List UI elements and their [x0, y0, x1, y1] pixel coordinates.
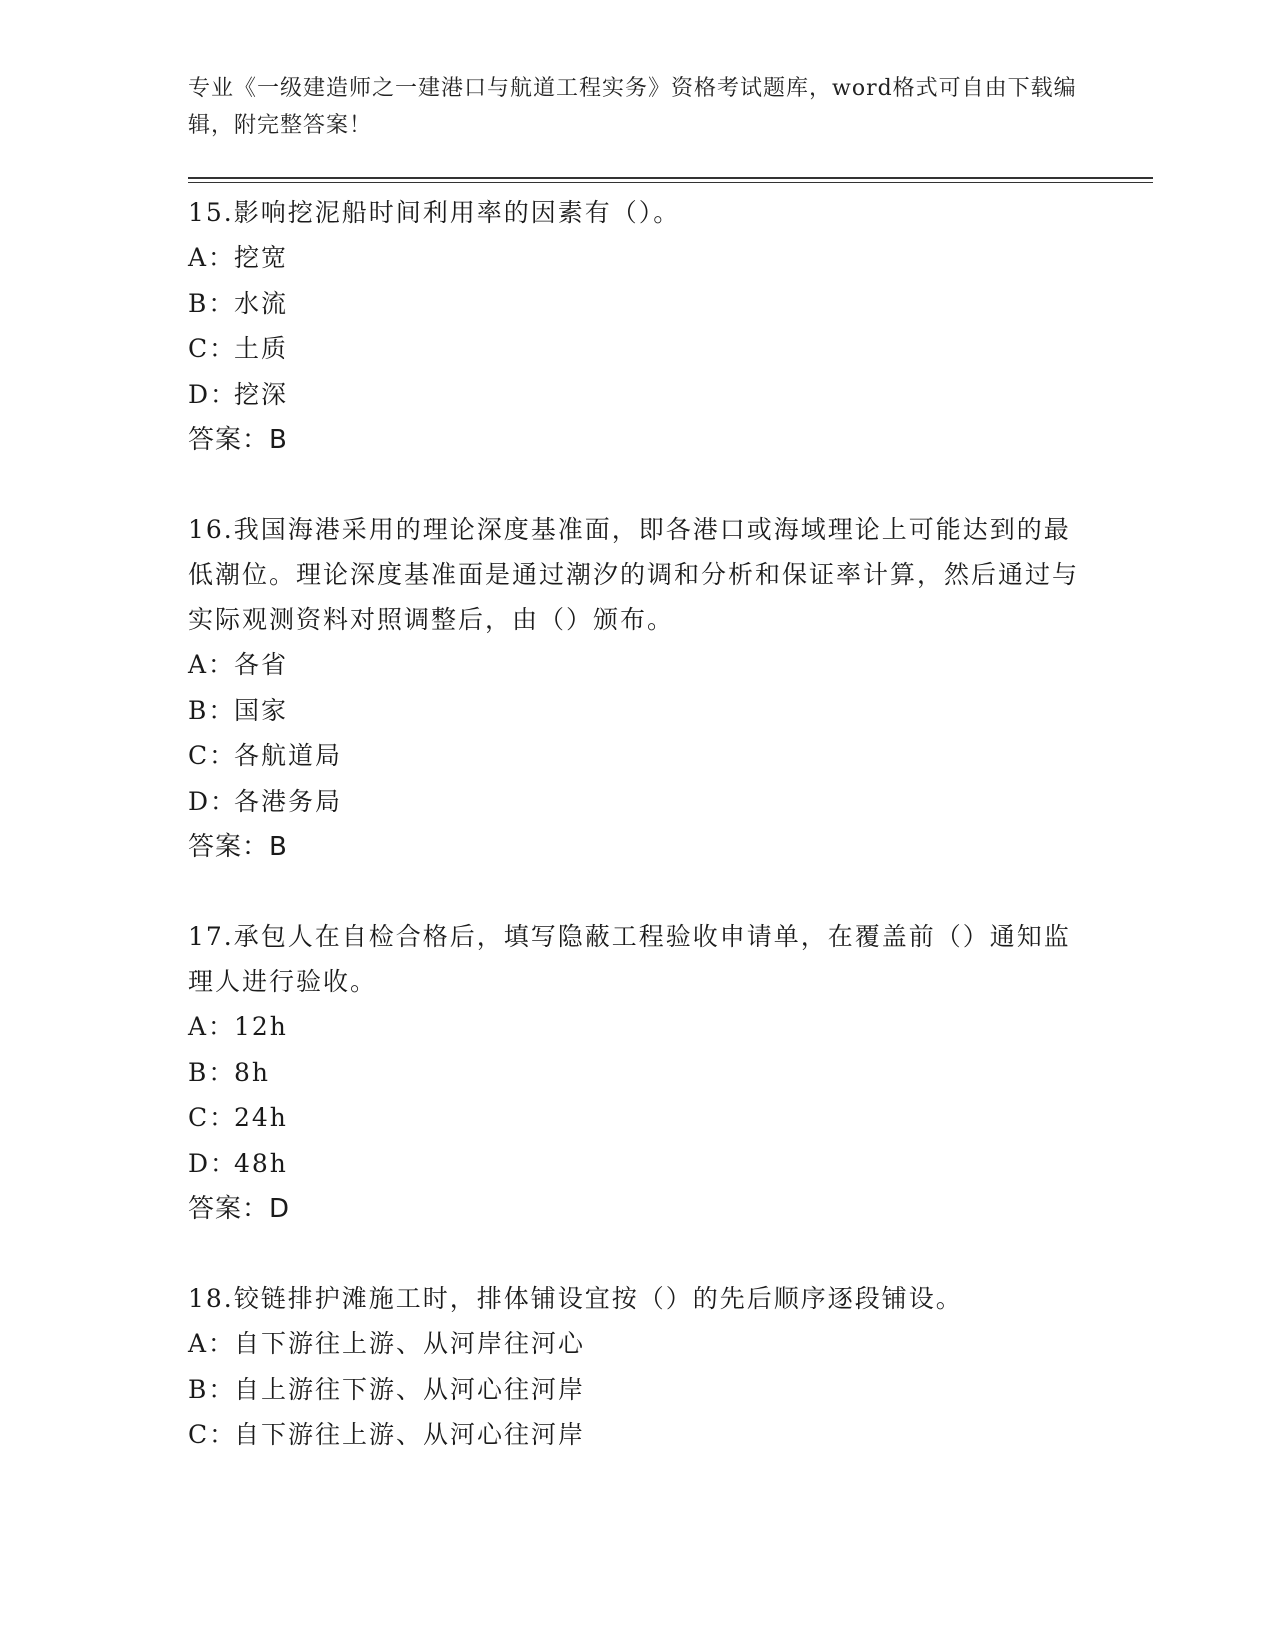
- option-text: 水流: [234, 288, 289, 318]
- option-text: 48h: [234, 1148, 288, 1178]
- option-letter: C：: [188, 1420, 237, 1449]
- option-letter: A：: [188, 1329, 236, 1358]
- page-header: 专业《一级建造师之一建港口与航道工程实务》资格考试题库，word格式可自由下载编辑，附完整答案！: [188, 76, 1077, 138]
- option-a: [188, 642, 1088, 688]
- question-stem: 15.影响挖泥船时间利用率的因素有（）。: [188, 198, 681, 227]
- option-letter: B：: [188, 1374, 236, 1404]
- option-letter: D：: [188, 786, 238, 816]
- option-letter: D：: [188, 1148, 238, 1178]
- option-a: [188, 1004, 1088, 1050]
- question-18: [188, 1276, 1088, 1458]
- answer-label: 答案：B: [188, 425, 288, 455]
- question-stem: 16.我国海港采用的理论深度基准面，即各港口或海域理论上可能达到的最低潮位。理论深度基准面是通过潮汐的调和分析和保证率计算，然后通过与实际观测资料对照调整后，由（）颁布。: [188, 515, 1080, 634]
- option-c: [188, 1412, 1088, 1458]
- question-stem: 17.承包人在自检合格后，填写隐蔽工程验收申请单，在覆盖前（）通知监理人进行验收。: [188, 922, 1071, 996]
- option-d: [188, 372, 1088, 418]
- option-text: 自下游往上游、从河心往河岸: [234, 1420, 586, 1449]
- question-15: [188, 190, 1088, 463]
- option-letter: B：: [188, 695, 236, 725]
- question-17: [188, 914, 1088, 1232]
- option-text: 24h: [234, 1103, 288, 1132]
- option-text: 各航道局: [234, 741, 343, 770]
- option-letter: C：: [188, 334, 237, 363]
- option-text: 土质: [234, 334, 289, 363]
- option-c: [188, 1095, 1088, 1141]
- option-b: [188, 1367, 1088, 1413]
- question-stem: 18.铰链排护滩施工时，排体铺设宜按（）的先后顺序逐段铺设。: [188, 1284, 963, 1313]
- option-letter: D：: [188, 379, 238, 409]
- option-b: [188, 688, 1088, 734]
- option-a: [188, 1321, 1088, 1367]
- option-letter: C：: [188, 1103, 237, 1132]
- option-d: [188, 779, 1088, 825]
- option-d: [188, 1141, 1088, 1187]
- option-text: 自下游往上游、从河岸往河心: [234, 1329, 586, 1358]
- option-text: 各港务局: [234, 786, 343, 816]
- option-text: 挖深: [234, 379, 289, 409]
- option-letter: A：: [188, 650, 236, 679]
- header-divider: [188, 177, 1153, 183]
- option-text: 12h: [234, 1012, 288, 1041]
- answer-label: 答案：D: [188, 1194, 291, 1224]
- option-text: 挖宽: [234, 243, 289, 272]
- option-letter: B：: [188, 1057, 236, 1087]
- question-list: [188, 190, 1088, 1488]
- option-letter: A：: [188, 1012, 236, 1041]
- option-c: [188, 326, 1088, 372]
- option-letter: C：: [188, 741, 237, 770]
- option-c: [188, 733, 1088, 779]
- option-b: [188, 281, 1088, 327]
- option-a: [188, 235, 1088, 281]
- option-text: 8h: [234, 1057, 271, 1087]
- question-16: [188, 507, 1088, 870]
- option-b: [188, 1050, 1088, 1096]
- option-text: 自上游往下游、从河心往河岸: [234, 1374, 586, 1404]
- option-text: 各省: [234, 650, 289, 679]
- option-letter: B：: [188, 288, 236, 318]
- option-letter: A：: [188, 243, 236, 272]
- option-text: 国家: [234, 695, 289, 725]
- answer-label: 答案：B: [188, 832, 288, 862]
